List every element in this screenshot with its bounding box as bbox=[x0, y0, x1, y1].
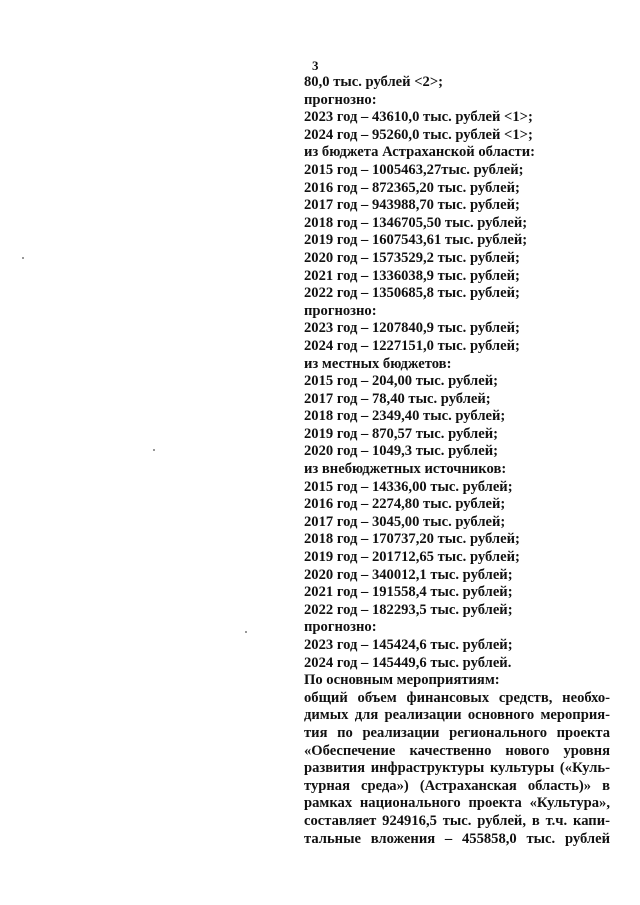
section-heading: из местных бюджетов: bbox=[304, 355, 452, 372]
text-line: 2024 год – 145449,6 тыс. рублей. bbox=[304, 654, 512, 671]
scan-speck bbox=[245, 631, 247, 633]
text-line: 2024 год – 1227151,0 тыс. рублей; bbox=[304, 337, 520, 354]
paragraph-line: тальные вложения – 455858,0 тыс. рублей bbox=[304, 830, 610, 847]
text-line: 2022 год – 1350685,8 тыс. рублей; bbox=[304, 285, 520, 302]
text-line: 2019 год – 1607543,61 тыс. рублей; bbox=[304, 232, 528, 249]
text-line: прогнозно: bbox=[304, 619, 377, 636]
text-line: 2021 год – 191558,4 тыс. рублей; bbox=[304, 584, 513, 601]
text-line: 2018 год – 170737,20 тыс. рублей; bbox=[304, 531, 520, 548]
text-line: прогнозно: bbox=[304, 91, 377, 108]
text-line: 2016 год – 2274,80 тыс. рублей; bbox=[304, 496, 506, 513]
paragraph-line: составляет 924916,5 тыс. рублей, в т.ч. капи- bbox=[304, 812, 610, 829]
paragraph-line: турная среда») (Астраханская область)» в bbox=[304, 777, 610, 794]
text-line: 2020 год – 1049,3 тыс. рублей; bbox=[304, 443, 498, 460]
text-line: 2023 год – 43610,0 тыс. рублей <1>; bbox=[304, 109, 533, 126]
scan-speck bbox=[153, 449, 155, 451]
text-line: 2017 год – 3045,00 тыс. рублей; bbox=[304, 513, 506, 530]
paragraph-line: общий объем финансовых средств, необхо- bbox=[304, 689, 610, 706]
paragraph-line: тия по реализации регионального проекта bbox=[304, 724, 610, 741]
text-line: 2023 год – 145424,6 тыс. рублей; bbox=[304, 637, 513, 653]
text-line: 2016 год – 872365,20 тыс. рублей; bbox=[304, 179, 520, 196]
text-line: 2017 год – 78,40 тыс. рублей; bbox=[304, 390, 491, 407]
text-line: 80,0 тыс. рублей <2>; bbox=[304, 74, 443, 90]
text-line: 2022 год – 182293,5 тыс. рублей; bbox=[304, 601, 513, 618]
main-activity-paragraph bbox=[304, 690, 610, 848]
text-line: 2023 год – 1207840,9 тыс. рублей; bbox=[304, 320, 520, 337]
funding-list bbox=[304, 74, 610, 690]
text-line: 2020 год – 1573529,2 тыс. рублей; bbox=[304, 249, 520, 266]
paragraph-line: развития инфраструктуры культуры («Куль- bbox=[304, 760, 610, 777]
text-line: 2015 год – 204,00 тыс. рублей; bbox=[304, 373, 498, 390]
text-line: 2017 год – 943988,70 тыс. рублей; bbox=[304, 197, 520, 214]
section-heading: из внебюджетных источников: bbox=[304, 461, 507, 478]
document-body bbox=[304, 74, 610, 848]
text-line: 2018 год – 2349,40 тыс. рублей; bbox=[304, 408, 506, 425]
text-line: 2019 год – 870,57 тыс. рублей; bbox=[304, 425, 498, 442]
page-number: 3 bbox=[312, 58, 319, 73]
section-heading: По основным мероприятиям: bbox=[304, 672, 500, 689]
text-line: 2018 год – 1346705,50 тыс. рублей; bbox=[304, 214, 528, 231]
paragraph-line: «Обеспечение качественно нового уровня bbox=[304, 742, 610, 759]
paragraph-line: рамках национального проекта «Культура», bbox=[304, 795, 610, 812]
section-heading: из бюджета Астраханской области: bbox=[304, 144, 535, 161]
text-line: 2020 год – 340012,1 тыс. рублей; bbox=[304, 566, 513, 583]
scan-speck bbox=[22, 257, 24, 259]
text-line: 2019 год – 201712,65 тыс. рублей; bbox=[304, 549, 520, 566]
text-line: прогнозно: bbox=[304, 302, 377, 319]
text-line: 2015 год – 14336,00 тыс. рублей; bbox=[304, 478, 513, 495]
text-line: 2021 год – 1336038,9 тыс. рублей; bbox=[304, 267, 520, 284]
text-line: 2015 год – 1005463,27тыс. рублей; bbox=[304, 161, 524, 178]
text-line: 2024 год – 95260,0 тыс. рублей <1>; bbox=[304, 126, 533, 143]
paragraph-line: димых для реализации основного мероприя- bbox=[304, 707, 610, 724]
